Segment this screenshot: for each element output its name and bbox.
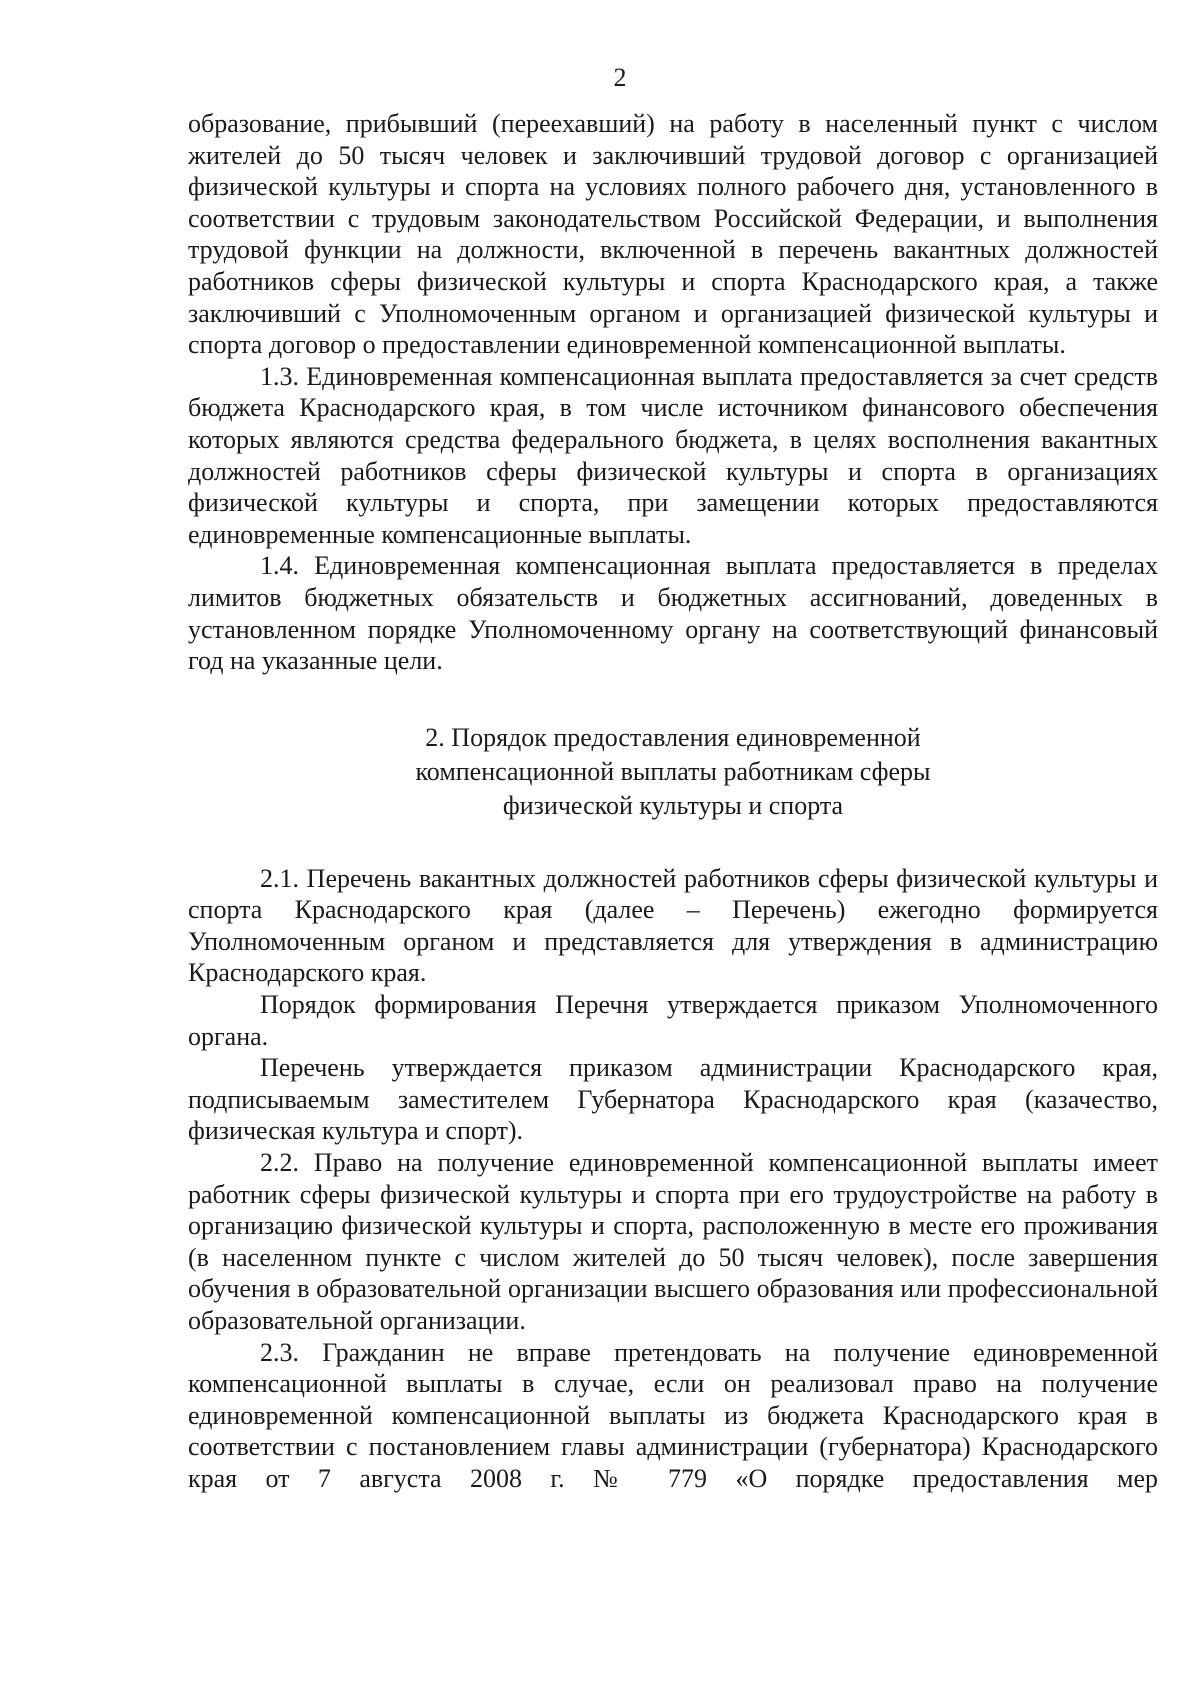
page-number: 2 <box>613 63 627 92</box>
paragraph-1-3: 1.3. Единовременная компенсационная выплата предоставляется за счет средств бюджета Краснодарского края, в том числе источником финансового обеспечения которых являются средства федерального бюджета, в целях восполнения вакантных должностей работников сферы физической культуры и спорта в организациях физической культуры и спорта, при замещении которых предоставляются единовременные компенсационные выплаты. <box>188 361 1158 549</box>
paragraph-2-3: 2.3. Гражданин не вправе претендовать на получение единовременной компенсационной выплаты в случае, если он реализовал право на получение единовременной компенсационной выплаты из бюджета Краснодарского края в соответствии с постановлением главы администрации (губернатора) Краснодарского края от 7 августа 2008 г. № 779 «О порядке предоставления мер <box>188 1337 1158 1493</box>
section-heading-line-2: компенсационной выплаты работникам сферы <box>415 756 931 786</box>
paragraph-list-order: Порядок формирования Перечня утверждается приказом Уполномоченного органа. <box>188 990 1158 1051</box>
section-heading-line-3: физической культуры и спорта <box>502 790 844 820</box>
paragraph-1-4: 1.4. Единовременная компенсационная выплата предоставляется в пределах лимитов бюджетных обязательств и бюджетных ассигнований, доведенных в установленном порядке Уполномоченному органу на соответствующий финансовый год на указанные цели. <box>188 551 1158 676</box>
paragraph-continuation: образование, прибывший (переехавший) на работу в населенный пункт с числом жителей до 50 тысяч человек и заключивший трудовой договор с организацией физической культуры и спорта на условиях полного рабочего дня, установленного в соответствии с трудовым законодательством Российской Федерации, и выполнения трудовой функции на должности, включенной в перечень вакантных должностей работников сферы физической культуры и спорта Краснодарского края, а также заключивший с Уполномоченным органом и организацией физической культуры и спорта договор о предоставлении единовременной компенсационной выплаты. <box>188 109 1158 360</box>
paragraph-2-1: 2.1. Перечень вакантных должностей работников сферы физической культуры и спорта Краснодарского края (далее – Перечень) ежегодно формируется Уполномоченным органом и представляется для утверждения в администрацию Краснодарского края. <box>188 863 1158 988</box>
section-heading-line-1: 2. Порядок предоставления единовременной <box>425 722 921 752</box>
paragraph-list-approval: Перечень утверждается приказом администрации Краснодарского края, подписываемым заместителем Губернатора Краснодарского края (казачество, физическая культура и спорт). <box>188 1053 1158 1146</box>
section-heading <box>188 721 1158 823</box>
paragraph-2-2: 2.2. Право на получение единовременной компенсационной выплаты имеет работник сферы физической культуры и спорта при его трудоустройстве на работу в организацию физической культуры и спорта, расположенную в месте его проживания (в населенном пункте с числом жителей до 50 тысяч человек), после завершения обучения в образовательной организации высшего образования или профессиональной образовательной организации. <box>188 1148 1158 1335</box>
document-body <box>188 108 1158 1495</box>
